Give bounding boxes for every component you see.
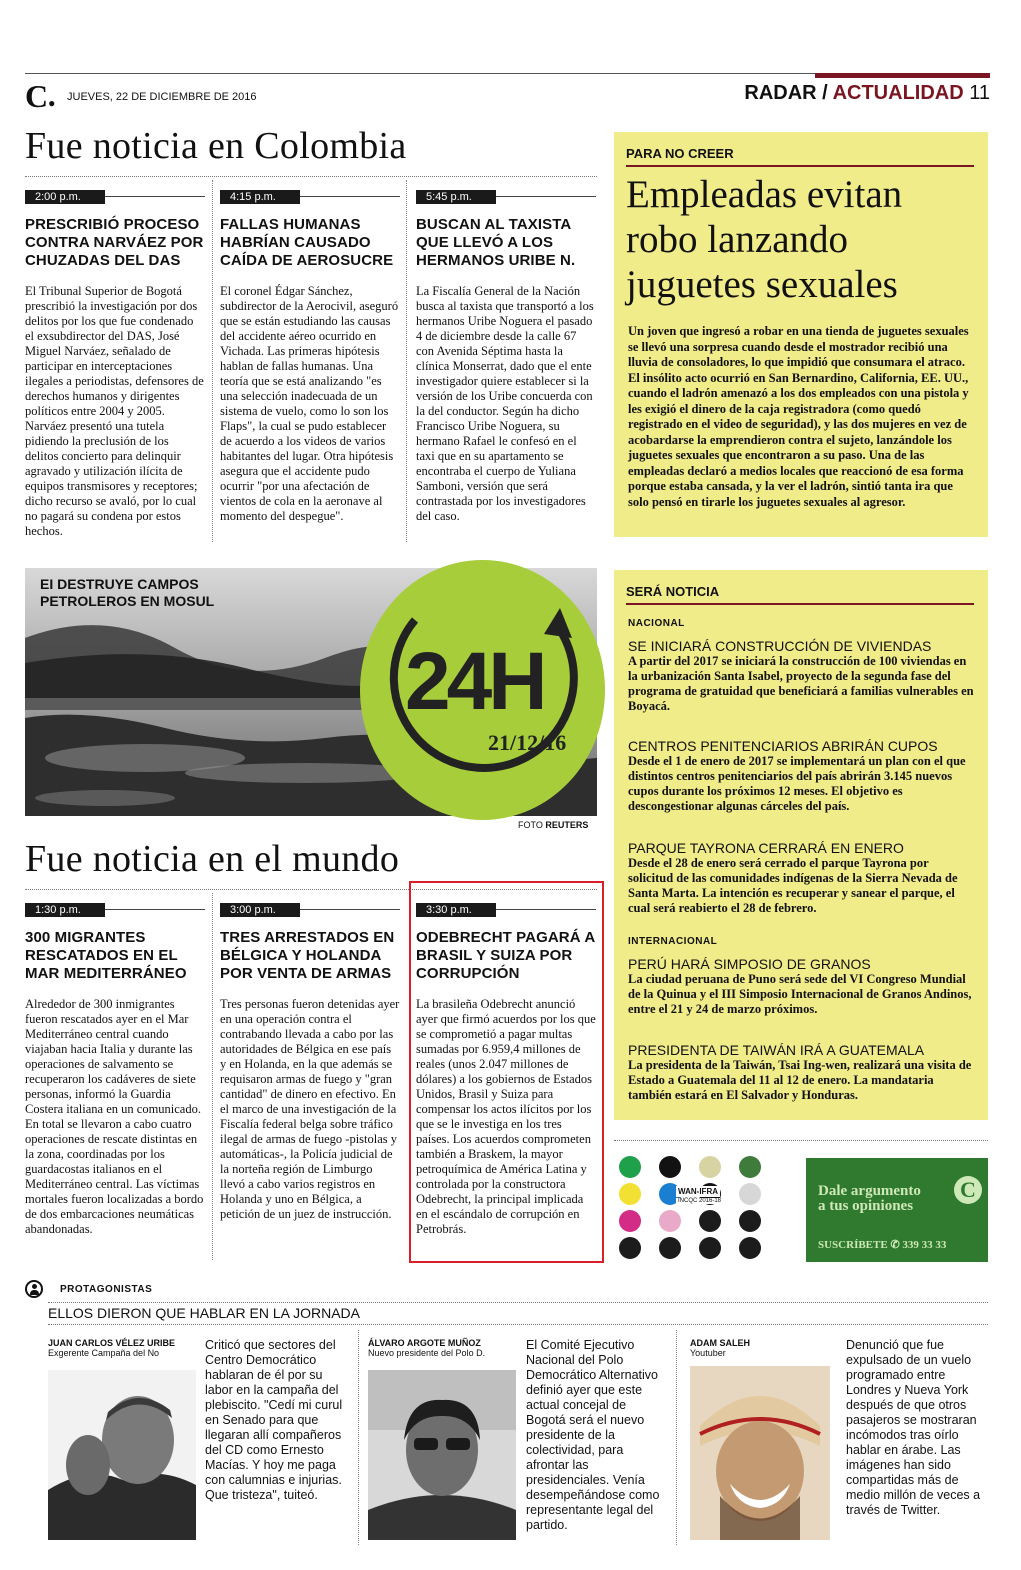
incqc-label: INCQC 2016-18 bbox=[678, 1198, 722, 1204]
ad-line-1: Dale argumento bbox=[818, 1183, 921, 1199]
story-body: Alrededor de 300 inmigrantes fueron rescatados ayer en el Mar Mediterráneo central cuando viajaban hacia Italia y durante las operaciones de salvamento se recuperaron los cadáveres de siete personas, informó la Guardia Costera italiana en un comunicado. En total se llevaron a cabo cuatro operaciones de rescate distintas en la zona, coordinadas por los guardacostas italianos en el Mediterráneo central. Las víctimas mortales fueron localizadas a bordo de dos embarcaciones neumáticas abandonadas. bbox=[25, 997, 204, 1236]
story-headline: TRES ARRESTADOS EN BÉLGICA Y HOLANDA POR VENTA DE ARMAS bbox=[220, 929, 395, 982]
wan-ifra-label: WAN-IFRA bbox=[678, 1187, 718, 1196]
color-swatch bbox=[699, 1156, 721, 1178]
photo-caption: EI DESTRUYE CAMPOS PETROLEROS EN MOSUL bbox=[40, 576, 215, 609]
section-actualidad: ACTUALIDAD bbox=[832, 82, 964, 104]
color-swatch bbox=[619, 1183, 641, 1205]
portrait-image bbox=[48, 1370, 196, 1540]
box-label: SERÁ NOTICIA bbox=[626, 584, 720, 599]
colombia-rule bbox=[25, 176, 597, 177]
protagonistas-label: PROTAGONISTAS bbox=[60, 1284, 153, 1295]
color-control-strip bbox=[618, 1155, 788, 1265]
story-headline: 300 MIGRANTES RESCATADOS EN EL MAR MEDITERRÁNEO bbox=[25, 929, 187, 982]
item-headline: SE INICIARÁ CONSTRUCCIÓN DE VIVIENDAS bbox=[628, 638, 932, 654]
para-no-creer-box bbox=[614, 132, 988, 537]
cta-label: SUSCRÍBETE bbox=[818, 1239, 888, 1251]
story-body: Tres personas fueron detenidas ayer en una operación contra el contrabando llevada a cabo por las autoridades de Bélgica en ese país y en Holanda, en la que además se requisaron armas de fuego y "gran cantidad" de dinero en efectivo. En el marco de una investigación de la Fiscalía federal belga sobre tráfico ilegal de armas de fuego -pistolas y automáticas-, la Policía judicial de la norteña región de Limburgo llevó a cabo varios registros en Holanda y uno en Bélgica, a petición de un juez de instrucción. bbox=[220, 997, 400, 1221]
story-headline: BUSCAN AL TAXISTA QUE LLEVÓ A LOS HERMANOS URIBE N. bbox=[416, 216, 576, 269]
mundo-story-1 bbox=[25, 903, 205, 1237]
item-body: Desde el 1 de enero de 2017 se implementará un plan con el que distintos centros penitenciarios del país abrirán 3.145 nuevos cupos durante los próximos 12 meses. El objetivo es descongestionar algunas cárceles del país. bbox=[628, 754, 966, 813]
person-name: JUAN CARLOS VÉLEZ URIBE bbox=[48, 1338, 176, 1348]
cta-phone: 339 33 33 bbox=[902, 1239, 947, 1251]
protagonistas-rule bbox=[48, 1302, 988, 1303]
mundo-title: Fue noticia en el mundo bbox=[25, 838, 400, 880]
badge-date: 21/12/16 bbox=[488, 730, 567, 755]
box-body: Un joven que ingresó a robar en una tienda de juguetes sexuales se llevó una sorpresa cuando desde el mostrador recibió una lluvia de consoladores, lo que impidió que consumara el atraco. El insólito acto ocurrió en San Bernardino, California, EE. UU., cuando el ladrón amenazó a los dos empleados con una pistola y les exigió el dinero de la caja registradora (como quedó registrado en el video de seguridad), y las dos mujeres en vez de acobardarse la emprendieron contra el sujeto, lanzándole los juguetes sexuales que encontraron a su paso. Una de las empleadas declaró a medios locales que reaccionó de esa forma porque estaba cansada, y la ver el ladrón, sintió tanta ira que solo pensó en tirarle los juguetes sexuales al agresor. bbox=[628, 324, 969, 509]
badge-text: 24H bbox=[405, 636, 544, 727]
color-swatch bbox=[659, 1210, 681, 1232]
story-headline: PRESCRIBIÓ PROCESO CONTRA NARVÁEZ POR CHUZADAS DEL DAS bbox=[25, 216, 204, 269]
person-name: ÁLVARO ARGOTE MUÑOZ bbox=[368, 1338, 481, 1348]
person-text-1: Criticó que sectores del Centro Democrático hablaran de él por su labor en la campaña del plebiscito. "Cedí mi curul en Senado para que llegaran allí compañeros del CD como Ernesto Macías. Y hoy me paga con calumnias e injurias. Que tristeza", tuiteó. bbox=[205, 1338, 343, 1502]
person-text-2: El Comité Ejecutivo Nacional del Polo Democrático Alternativo definió ayer que este actual concejal de Bogotá será el nuevo presidente de la colectividad, para afrontar las presidenciales. Venía desempeñándose como representante legal del partido. bbox=[526, 1338, 660, 1532]
person-role: Exgerente Campaña del No bbox=[48, 1348, 160, 1358]
story-time: 3:00 p.m. bbox=[220, 903, 300, 917]
color-swatch bbox=[739, 1183, 761, 1205]
colombia-story-2 bbox=[220, 190, 400, 524]
protagonistas-rule-2 bbox=[48, 1324, 988, 1325]
story-time: 3:30 p.m. bbox=[416, 903, 496, 917]
person-text-3: Denunció que fue expulsado de un vuelo programado entre Londres y Nueva York después de que otros pasajeros se mostraran incómodos tras oírlo hablar en árabe. Las imágenes han sido compartidas más de medio millón de veces a través de Twitter. bbox=[846, 1338, 981, 1517]
color-swatch bbox=[659, 1237, 681, 1259]
item-body: La presidenta de la Taiwán, Tsai Ing-wen, realizará una visita de Estado a Guatemala del 11 al 12 de enero. La mandataria también estará en El Salvador y Honduras. bbox=[628, 1058, 972, 1102]
item-body: La ciudad peruana de Puno será sede del VI Congreso Mundial de la Quinua y el III Simposio Internacional de Granos Andinos, entre el 21 y 24 de marzo próximos. bbox=[628, 972, 972, 1016]
ad-line-2: a tus opiniones bbox=[818, 1198, 914, 1214]
color-swatch bbox=[619, 1237, 641, 1259]
protagonist-2 bbox=[368, 1338, 518, 1358]
person-photo-1 bbox=[48, 1370, 196, 1540]
mundo-story-2 bbox=[220, 903, 400, 1222]
story-headline: ODEBRECHT PAGARÁ A BRASIL Y SUIZA POR CORRUPCIÓN bbox=[416, 929, 595, 982]
color-swatch bbox=[619, 1156, 641, 1178]
section-header bbox=[700, 82, 990, 105]
person-role: Nuevo presidente del Polo D. bbox=[368, 1348, 486, 1358]
item-headline: PERÚ HARÁ SIMPOSIO DE GRANOS bbox=[628, 956, 871, 972]
item-body: Desde el 28 de enero será cerrado el parque Tayrona por solicitud de las comunidades indígenas de la Sierra Nevada de Santa Marta. La intención es recuperar y sanear el parque, el cual será reabierto el 28 de febrero. bbox=[628, 856, 958, 915]
box-rule bbox=[626, 603, 974, 605]
column-divider bbox=[406, 180, 407, 542]
story-body: La brasileña Odebrecht anunció ayer que firmó acuerdos por los que se comprometió a pagar multas sumadas por 6.959,4 millones de reales (unos 2.047 millones de dólares) a los gobiernos de Estados Unidos, Brasil y Suiza para compensar los actos ilícitos por los que se le investiga en los tres países. Los acuerdos comprometen también a Braskem, la mayor petroquímica de América Latina y controlada por la constructora Odebrecht, la principal implicada en el escándalo de corrupción en Petrobrás. bbox=[416, 997, 596, 1236]
person-name: ADAM SALEH bbox=[690, 1338, 750, 1348]
internacional-label: INTERNACIONAL bbox=[628, 936, 718, 947]
color-swatch bbox=[739, 1210, 761, 1232]
story-time: 1:30 p.m. bbox=[25, 903, 105, 917]
color-swatch bbox=[699, 1210, 721, 1232]
box-rule bbox=[626, 165, 974, 167]
portrait-image bbox=[368, 1370, 516, 1540]
box-headline: Empleadas evitan robo lanzando juguetes sexuales bbox=[626, 173, 903, 306]
person-photo-2 bbox=[368, 1370, 516, 1540]
brand-icon: C bbox=[954, 1176, 982, 1204]
colombia-story-3 bbox=[416, 190, 596, 524]
story-body: El coronel Édgar Sánchez, subdirector de la Aerocivil, aseguró que se están estudiando las causas del accidente aéreo ocurrido en Vichada. Las primeras hipótesis hablan de fallas humanas. Una teoría que se está analizando "es una selección inadecuada de un sistema de vuelo, como lo son los Flaps", la cual se pudo establecer de acuerdo a los videos de varios habitantes del lugar. Otra hipótesis asegura que el accidente pudo ocurrir "por una afectación de vientos de cola en la aeronave al momento del despegue". bbox=[220, 284, 399, 523]
color-swatch bbox=[739, 1156, 761, 1178]
story-time: 4:15 p.m. bbox=[220, 190, 300, 204]
protagonistas-icon bbox=[25, 1280, 43, 1298]
story-body: La Fiscalía General de la Nación busca al taxista que transportó a los hermanos Uribe Noguera el pasado 4 de diciembre desde la calle 67 con Avenida Séptima hasta la clínica Monserrat, dado que el ente investigador quiere establecer si la versión de los Uribe concuerda con la del conductor. Según ha dicho Francisco Uribe Noguera, su hermano Rafael le confesó en el taxi que en su apartamento se encontraba el cuerpo de Yuliana Samboni, versión que será contrastada por los investigadores del caso. bbox=[416, 284, 594, 523]
item-headline: CENTROS PENITENCIARIOS ABRIRÁN CUPOS bbox=[628, 738, 938, 754]
protagonist-1 bbox=[48, 1338, 198, 1358]
column-divider bbox=[212, 893, 213, 1260]
portrait-image bbox=[690, 1366, 830, 1540]
protagonist-3 bbox=[690, 1338, 840, 1358]
ad-rule bbox=[614, 1140, 988, 1141]
credit-prefix: FOTO bbox=[518, 820, 543, 830]
color-swatches bbox=[618, 1155, 788, 1265]
section-radar: RADAR / bbox=[744, 82, 828, 104]
sera-item-4 bbox=[628, 956, 974, 1017]
issue-date: JUEVES, 22 DE DICIEMBRE DE 2016 bbox=[67, 91, 257, 103]
sera-item-2 bbox=[628, 738, 974, 814]
ad-cta bbox=[818, 1238, 946, 1251]
story-body: El Tribunal Superior de Bogotá prescribió la investigación por dos delitos por los que fue condenado el exsubdirector del DAS, José Miguel Narváez, señalado de participar en interceptaciones ilegales a periodistas, defensores de derechos humanos y dirigentes políticos entre 2004 y 2005. Narváez presentó una tutela pidiendo la preclusión de los delitos concierto para delinquir agravado y utilización ilícita de equipos transmisores y receptores; dicho recurso se avaló, por lo cual no pagará su condena por estos hechos. bbox=[25, 284, 204, 538]
sera-noticia-box bbox=[614, 570, 988, 1120]
sera-item-3 bbox=[628, 840, 974, 916]
color-swatch bbox=[739, 1237, 761, 1259]
ad-text bbox=[818, 1184, 921, 1214]
color-swatch bbox=[659, 1156, 681, 1178]
color-swatch bbox=[699, 1237, 721, 1259]
item-body: A partir del 2017 se iniciará la construcción de 100 viviendas en la urbanización Santa Isabel, proyecto de la segunda fase del programa de gratuidad que beneficiará a familias vulnerables en Boyacá. bbox=[628, 654, 974, 713]
column-divider bbox=[212, 180, 213, 542]
section-accent-bar bbox=[815, 73, 990, 78]
item-headline: PARQUE TAYRONA CERRARÁ EN ENERO bbox=[628, 840, 904, 856]
photo-credit bbox=[518, 820, 588, 830]
person-role: Youtuber bbox=[690, 1348, 726, 1358]
colombia-story-1 bbox=[25, 190, 205, 539]
colombia-title: Fue noticia en Colombia bbox=[25, 125, 407, 167]
mundo-story-3 bbox=[416, 903, 596, 1237]
box-label: PARA NO CREER bbox=[626, 146, 734, 161]
story-headline: FALLAS HUMANAS HABRÍAN CAUSADO CAÍDA DE AEROSUCRE bbox=[220, 216, 394, 269]
phone-icon: ✆ bbox=[890, 1239, 900, 1251]
item-headline: PRESIDENTA DE TAIWÁN IRÁ A GUATEMALA bbox=[628, 1042, 925, 1058]
story-time: 5:45 p.m. bbox=[416, 190, 496, 204]
story-time: 2:00 p.m. bbox=[25, 190, 105, 204]
protagonistas-subtitle: ELLOS DIERON QUE HABLAR EN LA JORNADA bbox=[48, 1305, 360, 1321]
column-divider bbox=[676, 1330, 677, 1545]
credit-source: REUTERS bbox=[545, 820, 589, 830]
page-number: 11 bbox=[969, 82, 990, 104]
nacional-label: NACIONAL bbox=[628, 618, 685, 629]
sera-item-1 bbox=[628, 638, 974, 714]
subscribe-ad[interactable] bbox=[806, 1158, 988, 1262]
sera-item-5 bbox=[628, 1042, 974, 1103]
person-photo-3 bbox=[690, 1366, 830, 1540]
color-swatch bbox=[619, 1210, 641, 1232]
newspaper-logo: C● bbox=[25, 78, 56, 114]
column-divider bbox=[358, 1330, 359, 1545]
